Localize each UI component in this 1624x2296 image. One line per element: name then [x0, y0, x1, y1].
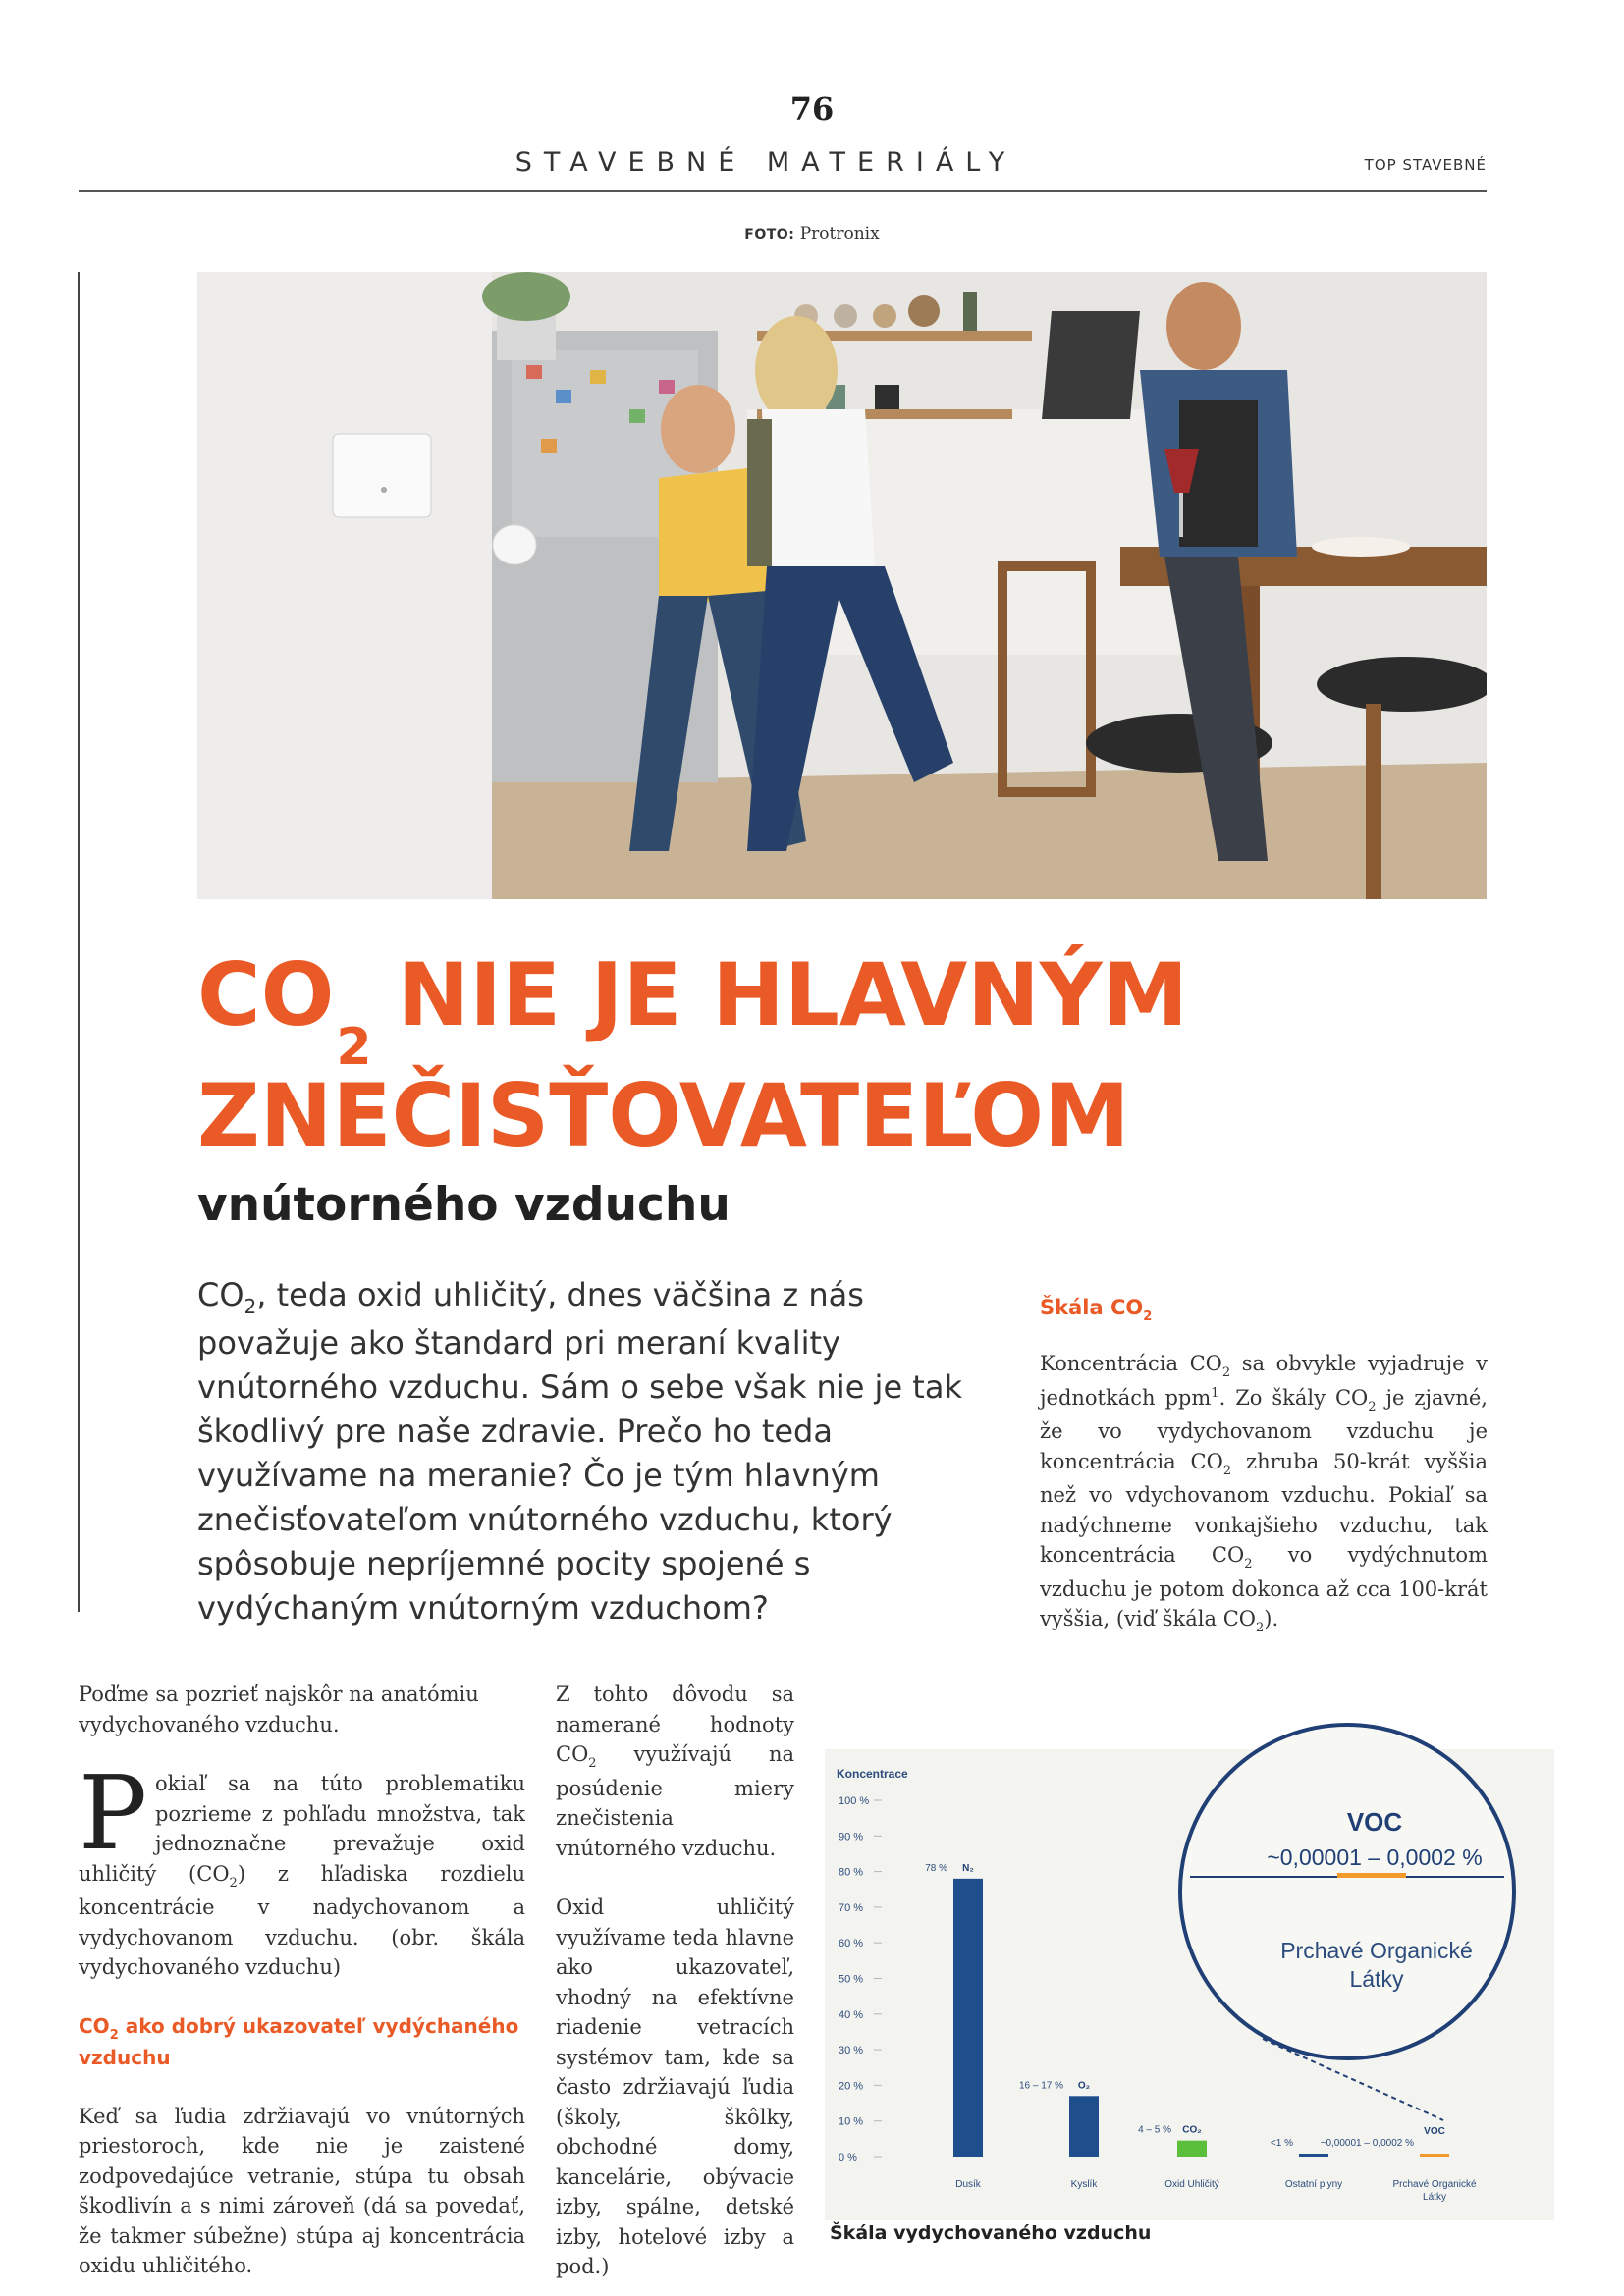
- sidebar-text-part: . Zo škály CO: [1218, 1385, 1369, 1410]
- y-tick-label: 30 %: [839, 2045, 864, 2057]
- sidebar-heading: [1040, 1296, 1153, 1324]
- paragraph-text: ) z hľadiska rozdielu koncentrácie v nadychovanom a vydychovanom vzduchu. (obr. škála vydychovaného vzduchu): [79, 1861, 525, 1979]
- article-subtitle: vnútorného vzduchu: [197, 1178, 731, 1232]
- y-tick-label: 100 %: [839, 1795, 870, 1807]
- photo-credit-label: FOTO:: [744, 227, 795, 242]
- bar-formula-label: O₂: [1077, 2080, 1091, 2092]
- paragraph-text: okiaľ sa na túto problematiku pozrieme z pohľadu množstva, tak jednoznačne prevažuje oxid uhličitý (CO: [79, 1772, 525, 1886]
- subscript: 2: [229, 1875, 238, 1891]
- section-heading: [79, 2012, 525, 2072]
- subscript: 2: [588, 1756, 597, 1771]
- section-title: STAVEBNÉ MATERIÁLY: [514, 147, 1017, 178]
- y-tick-label: 60 %: [839, 1938, 864, 1950]
- zoom-name-line1: Prchavé Organické: [1280, 1938, 1473, 1963]
- subscript: 2: [1368, 1399, 1377, 1415]
- body-paragraph: Keď sa ľudia zdržiavajú vo vnútorných priestoroch, kde nie je zaistené zodpovedajúce vetranie, stúpa tu obsah škodlivín a s nimi zároveň (dá sa povedať, že takmer súbežne) stúpa aj koncentrácia oxidu uhličitého.: [79, 2104, 525, 2277]
- sidebar-heading-subscript: 2: [1143, 1309, 1153, 1324]
- heading-text: CO: [79, 2013, 110, 2038]
- y-axis-label: Koncentrace: [837, 1767, 908, 1781]
- bar-formula-label: VOC: [1424, 2126, 1445, 2137]
- sidebar-text-part: Koncentrácia CO: [1040, 1352, 1222, 1375]
- bar-value-label: 78 %: [925, 1862, 947, 1874]
- sidebar-text-part: zhruba 50-krát vyššia než vo vdychovanom vzduchu. Pokiaľ sa nadýchneme vonkajšieho vzduchu, tak koncentrácia CO: [1040, 1449, 1489, 1567]
- sidebar-text: [1040, 1349, 1488, 1638]
- header-rule: [79, 190, 1487, 192]
- zoom-name-line2: Látky: [1349, 1966, 1404, 1992]
- heading-text: ako dobrý ukazovateľ vydýchaného vzduchu: [79, 2013, 519, 2069]
- article-title-line2: ZNEČISŤOVATEĽOM: [197, 1065, 1130, 1166]
- sidebar-text-part: je zjavné, že vo vydychovanom vzduchu je koncentrácia CO: [1040, 1385, 1488, 1473]
- footnote-ref: 1: [1211, 1385, 1219, 1401]
- bar-1: [1069, 2096, 1099, 2157]
- y-tick-label: 70 %: [839, 1901, 864, 1914]
- photo-credit-name: Protronix: [799, 224, 880, 243]
- title-co: CO: [197, 944, 335, 1045]
- intro-paragraph: Poďme sa pozrieť najskôr na anatómiu vydychovaného vzduchu.: [79, 1682, 479, 1736]
- zoom-title: VOC: [1346, 1807, 1403, 1837]
- article-title-line1: [197, 944, 1189, 1077]
- subscript: 2: [1222, 1463, 1232, 1478]
- sidebar-text-part: sa obvykle vyjadruje v jednotkách ppm: [1040, 1352, 1489, 1410]
- subscript: 2: [1221, 1365, 1231, 1380]
- lead-subscript: 2: [244, 1295, 257, 1318]
- body-paragraph: Oxid uhličitý využívame teda hlavne ako ukazovateľ, vhodný na efektívne riadenie vetracích systémov tam, kde sa často zdržiavajú ľudia (školy, škôlky, obchodné domy, kancelárie, obývacie izby, spálne, detské izby, hotelové izby a pod.): [556, 1896, 794, 2278]
- x-category-label: Látky: [1423, 2192, 1446, 2203]
- kitchen-scene-illustration: [197, 272, 1487, 899]
- x-category-label: Dusík: [955, 2179, 981, 2190]
- photo-credit: [0, 224, 1624, 243]
- bar-formula-label: N₂: [962, 1862, 974, 1874]
- bar-formula-label: CO₂: [1182, 2124, 1202, 2136]
- sidebar-text-part: vo vydýchnutom vzduchu je potom dokonca až cca 100-krát vyššia, (viď škála CO: [1040, 1543, 1488, 1630]
- magazine-brand: TOP STAVEBNÉ: [1364, 156, 1487, 174]
- y-tick-label: 50 %: [839, 1973, 864, 1986]
- paragraph-text: využívajú na posúdenie miery znečistenia vnútorného vzduchu.: [556, 1742, 794, 1860]
- y-tick-label: 10 %: [839, 2115, 864, 2128]
- y-tick-label: 80 %: [839, 1866, 864, 1879]
- air-composition-chart: [825, 1690, 1554, 2220]
- x-category-label: Ostatní plyny: [1284, 2179, 1343, 2190]
- bar-4: [1420, 2154, 1449, 2157]
- zoom-range: ~0,00001 – 0,0002 %: [1267, 1844, 1483, 1870]
- y-tick-label: 20 %: [839, 2080, 864, 2093]
- lead-text: , teda oxid uhličitý, dnes väčšina z nás považuje ako štandard pri meraní kvality vnútorného vzduchu. Sám o sebe však nie je tak škodlivý pre naše zdravie. Prečo ho teda využívame na meranie? Čo je tým hlavným znečisťovateľom vnútorného vzduchu, ktorý spôsobuje nepríjemné pocity spojené s vydýchaným vnútorným vzduchom?: [197, 1276, 962, 1627]
- y-tick-label: 0 %: [839, 2152, 857, 2163]
- page-number: 76: [789, 90, 835, 128]
- margin-rule: [78, 272, 80, 1612]
- sidebar-heading-text: Škála CO: [1040, 1296, 1144, 1319]
- dropcap-paragraph: [79, 1753, 525, 1983]
- body-column-1: [79, 1680, 525, 2281]
- title-subscript: 2: [336, 1018, 372, 1077]
- body-paragraph: [556, 1680, 794, 1863]
- subscript: 2: [1244, 1557, 1253, 1572]
- paragraph-text: Z tohto dôvodu sa namerané hodnoty CO: [556, 1682, 794, 1766]
- x-category-label: Prchavé Organické: [1392, 2179, 1477, 2190]
- bar-value-label: ~0,00001 – 0,0002 %: [1320, 2138, 1414, 2149]
- x-category-label: Kyslík: [1070, 2179, 1098, 2190]
- zoom-bar: [1337, 1873, 1406, 1878]
- bar-3: [1299, 2154, 1328, 2157]
- bar-value-label: <1 %: [1270, 2138, 1293, 2149]
- bar-2: [1177, 2141, 1207, 2157]
- subscript: 2: [1255, 1621, 1265, 1635]
- lead-co: CO: [197, 1276, 244, 1313]
- y-tick-label: 40 %: [839, 2008, 864, 2021]
- title-rest: NIE JE HLAVNÝM: [397, 944, 1189, 1045]
- bar-0: [953, 1879, 983, 2157]
- y-tick-label: 90 %: [839, 1831, 864, 1843]
- drop-cap: P: [79, 1753, 147, 1873]
- body-column-2: [556, 1680, 794, 2282]
- chart-caption: Škála vydychovaného vzduchu: [830, 2222, 1152, 2244]
- subscript: 2: [109, 2027, 119, 2043]
- bar-value-label: 16 – 17 %: [1018, 2080, 1063, 2092]
- x-category-label: Oxid Uhličitý: [1164, 2179, 1219, 2190]
- kitchen-photo: [197, 272, 1487, 899]
- lead-paragraph: [197, 1273, 1002, 1630]
- bar-value-label: 4 – 5 %: [1138, 2124, 1171, 2136]
- sidebar-text-part: ).: [1264, 1607, 1279, 1630]
- zoom-circle-outline: [1180, 1725, 1514, 2058]
